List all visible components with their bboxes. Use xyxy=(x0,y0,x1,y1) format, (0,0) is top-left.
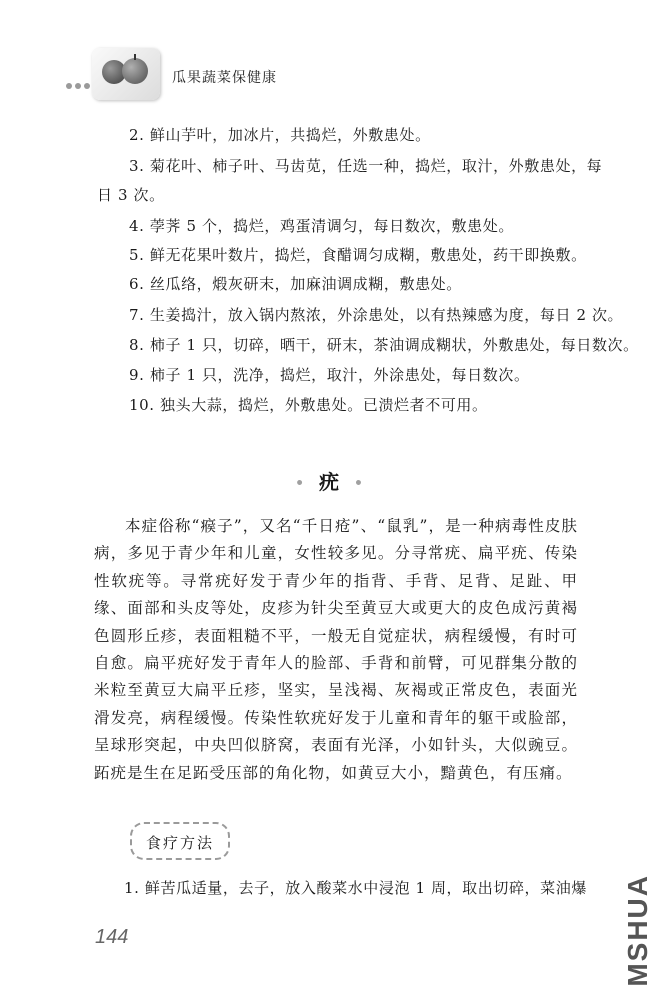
section-title: 疣 xyxy=(319,470,343,494)
remedy-line: 10. 独头大蒜，捣烂，外敷患处。已溃烂者不可用。 xyxy=(129,396,488,414)
watermark: MSHUA xyxy=(622,874,653,987)
fruit-plate-logo xyxy=(92,48,160,100)
therapy-badge xyxy=(130,822,230,860)
remedy-line: 1. 鲜苦瓜适量，去子，放入酸菜水中浸泡 1 周，取出切碎，菜油爆 xyxy=(124,879,587,897)
page-number: 144 xyxy=(95,926,129,948)
decorative-dot: • xyxy=(295,475,309,492)
apple-icon xyxy=(122,58,148,84)
remedy-line: 8. 柿子 1 只，切碎，晒干，研末，茶油调成糊状，外敷患处，每日数次。 xyxy=(129,336,639,354)
running-header xyxy=(60,48,620,104)
decorative-dots xyxy=(66,74,93,93)
therapy-label: 食疗方法 xyxy=(145,834,214,852)
remedy-line: 5. 鲜无花果叶数片，捣烂，食醋调匀成糊，敷患处，药干即换敷。 xyxy=(129,246,587,264)
paragraph-text: 本症俗称“瘊子”，又名“千日疮”、“鼠乳”，是一种病毒性皮肤病，多见于青少年和儿童，女性较多见。分寻常疣、扁平疣、传染性软疣等。寻常疣好发于青少年的指背、手背、足背、足趾、甲缘、面部和头皮等处，皮疹为针尖至黄豆大或更大的皮色成污黄褐色圆形丘疹，表面粗糙不平，一般无自觉症状，病程缓慢，有时可自愈。扁平疣好发于青年人的脸部、手背和前臂，可见群集分散的米粒至黄豆大扁平丘疹，坚实，呈浅褐、灰褐或正常皮色，表面光滑发亮，病程缓慢。传染性软疣好发于儿童和青年的躯干或脸部，呈球形突起，中央凹似脐窝，表面有光泽，小如针头，大似豌豆。跖疣是生在足跖受压部的角化物，如黄豆大小，黯黄色，有压痛。 xyxy=(94,517,578,782)
remedy-line: 3. 菊花叶、柿子叶、马齿苋，任选一种，捣烂，取汁，外敷患处，每 xyxy=(129,157,603,175)
remedy-line: 6. 丝瓜络，煅灰研末，加麻油调成糊，敷患处。 xyxy=(129,275,462,293)
remedy-line: 日 3 次。 xyxy=(97,186,165,204)
decorative-dot: • xyxy=(353,475,367,492)
remedy-line: 2. 鲜山芋叶，加冰片，共捣烂，外敷患处。 xyxy=(129,126,431,144)
remedy-line: 4. 荸荠 5 个，捣烂，鸡蛋清调匀，每日数次，敷患处。 xyxy=(129,217,514,235)
section-heading xyxy=(0,466,662,495)
remedy-line: 7. 生姜捣汁，放入锅内熬浓，外涂患处，以有热辣感为度，每日 2 次。 xyxy=(129,306,624,324)
book-title: 瓜果蔬菜保健康 xyxy=(172,70,277,86)
remedy-line: 9. 柿子 1 只，洗净，捣烂，取汁，外涂患处，每日数次。 xyxy=(129,366,530,384)
section-paragraph xyxy=(94,513,578,787)
